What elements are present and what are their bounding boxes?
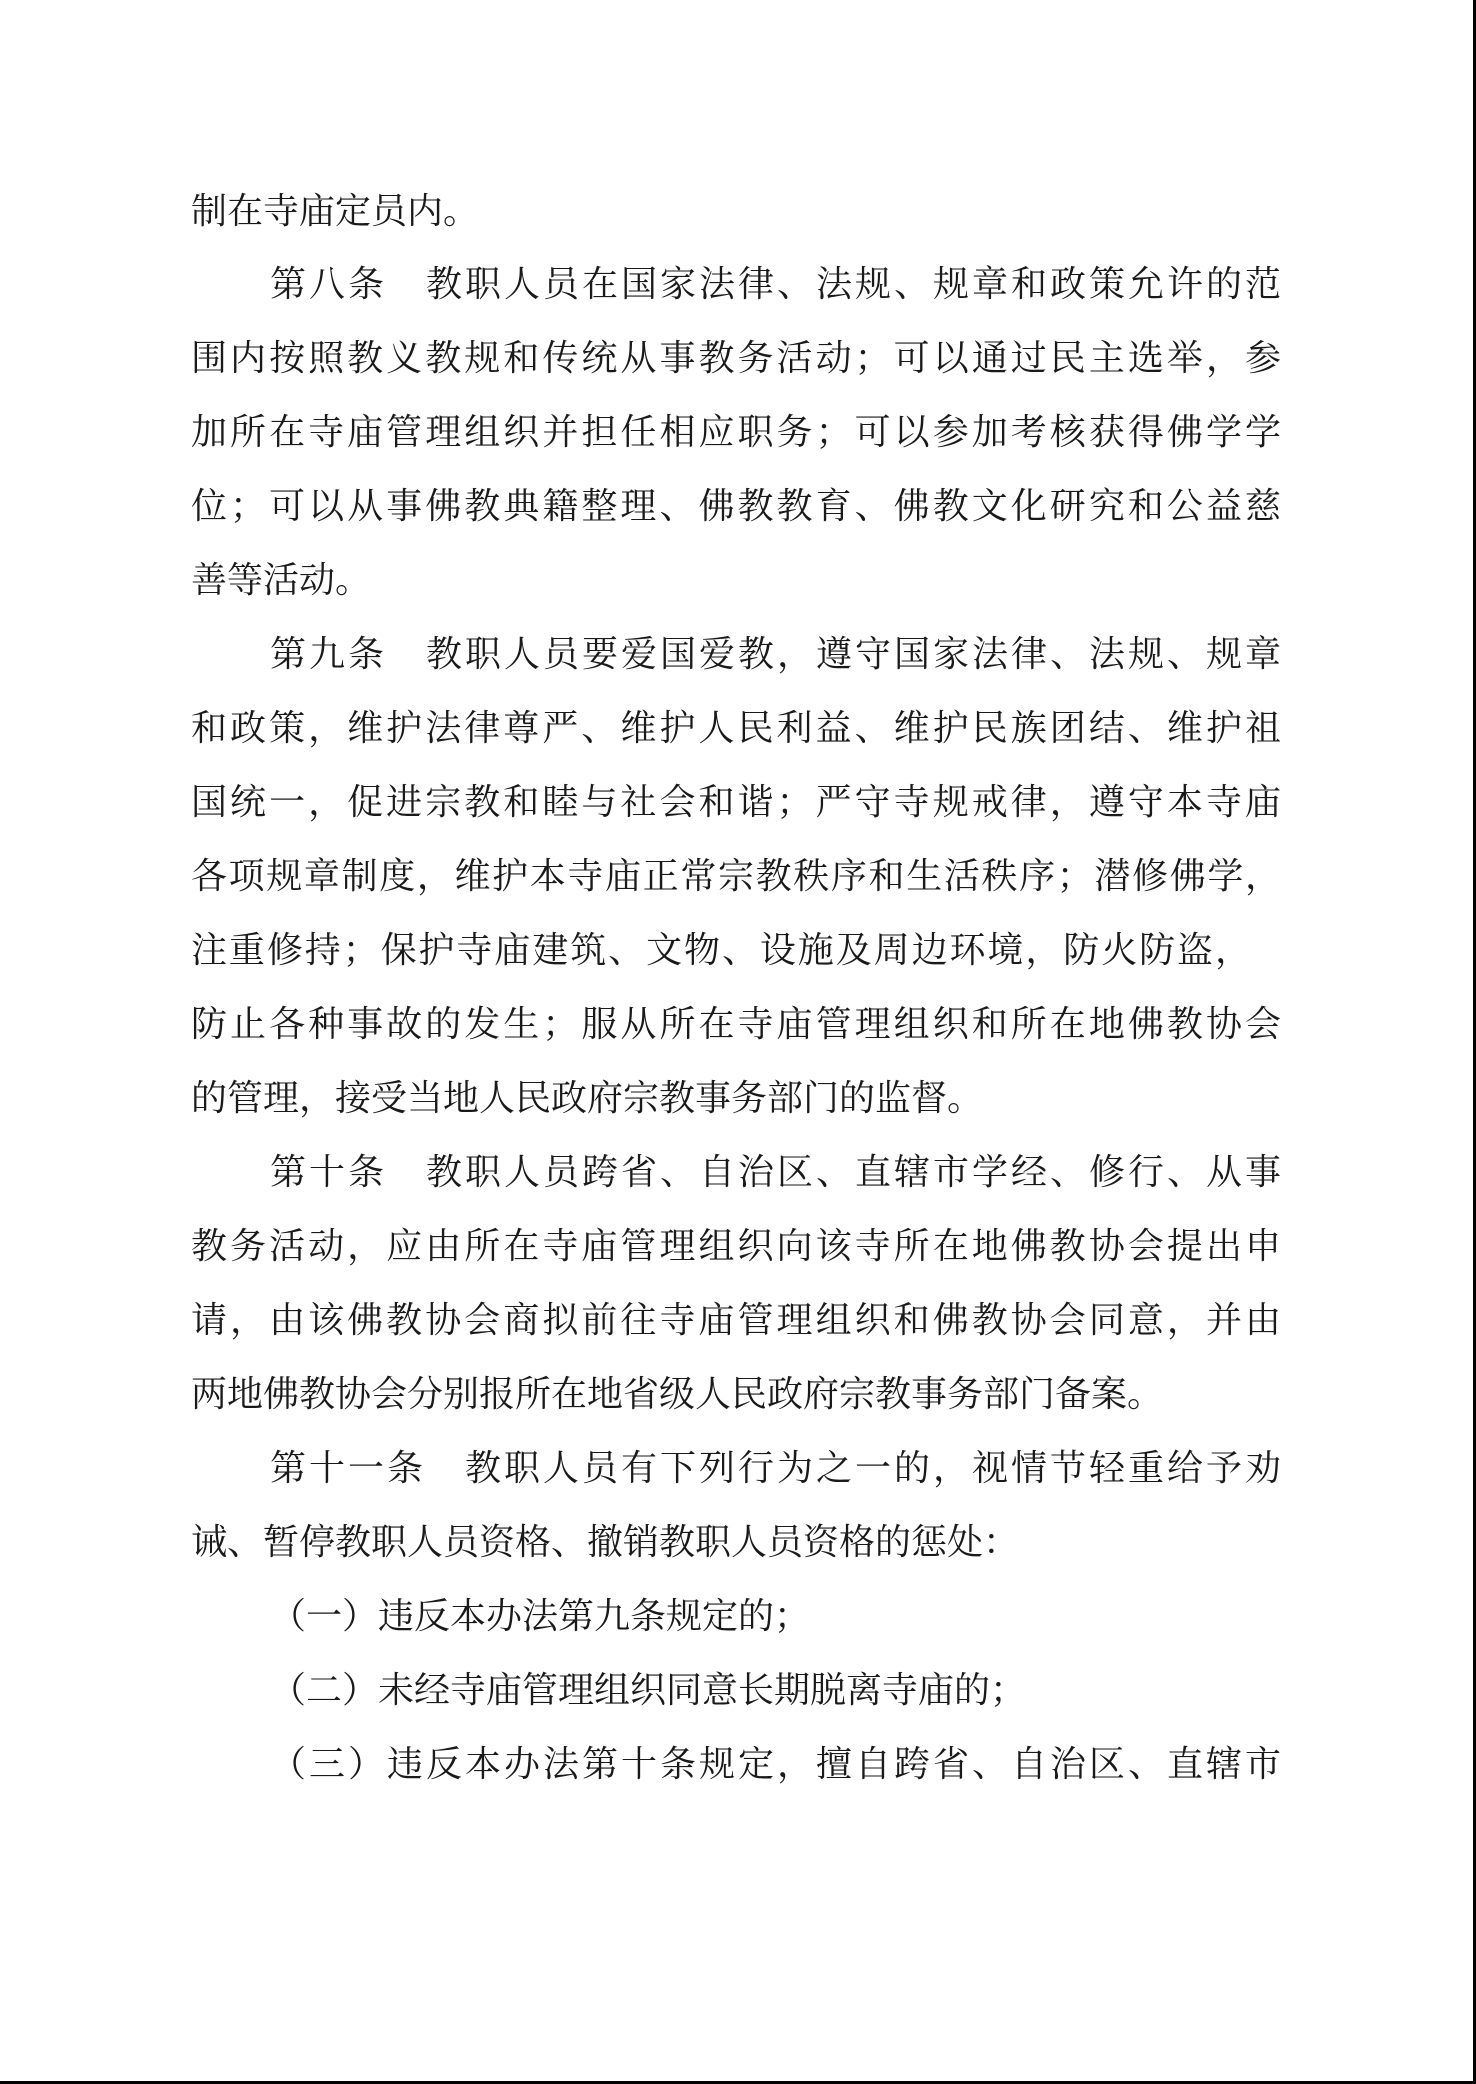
body-line: 注重修持；保护寺庙建筑、文物、设施及周边环境，防火防盗， [191, 930, 1251, 971]
body-line: 善等活动。 [191, 560, 372, 601]
body-line: 请，由该佛教协会商拟前往寺庙管理组织和佛教协会同意，并由 [191, 1300, 1281, 1341]
article-9-heading-line: 第九条 教职人员要爱国爱教，遵守国家法律、法规、规章 [270, 634, 1281, 675]
body-line: 的管理，接受当地人民政府宗教事务部门的监督。 [191, 1078, 984, 1119]
body-line: 防止各种事故的发生；服从所在寺庙管理组织和所在地佛教协会 [191, 1004, 1281, 1045]
article-10-heading-line: 第十条 教职人员跨省、自治区、直辖市学经、修行、从事 [270, 1152, 1281, 1193]
body-line: 制在寺庙定员内。 [191, 191, 480, 232]
body-line: 各项规章制度，维护本寺庙正常宗教秩序和生活秩序；潜修佛学， [191, 856, 1281, 897]
body-line: 教务活动，应由所在寺庙管理组织向该寺所在地佛教协会提出申 [191, 1226, 1281, 1267]
body-line: 围内按照教义教规和传统从事教务活动；可以通过民主选举，参 [191, 338, 1281, 379]
body-line: 和政策，维护法律尊严、维护人民利益、维护民族团结、维护祖 [191, 708, 1281, 749]
article-8-heading-line: 第八条 教职人员在国家法律、法规、规章和政策允许的范 [270, 264, 1281, 305]
body-line: 诫、暂停教职人员资格、撤销教职人员资格的惩处： [191, 1522, 1020, 1563]
body-line: 两地佛教协会分别报所在地省级人民政府宗教事务部门备案。 [191, 1374, 1164, 1415]
list-item-1: （一）违反本办法第九条规定的； [270, 1596, 811, 1637]
article-11-heading-line: 第十一条 教职人员有下列行为之一的，视情节轻重给予劝 [270, 1448, 1281, 1489]
body-line: 加所在寺庙管理组织并担任相应职务；可以参加考核获得佛学学 [191, 412, 1281, 453]
body-line: 国统一，促进宗教和睦与社会和谐；严守寺规戒律，遵守本寺庙 [191, 782, 1281, 823]
list-item-3: （三）违反本办法第十条规定，擅自跨省、自治区、直辖市 [270, 1744, 1281, 1785]
body-line: 位；可以从事佛教典籍整理、佛教教育、佛教文化研究和公益慈 [191, 486, 1281, 527]
list-item-2: （二）未经寺庙管理组织同意长期脱离寺庙的； [270, 1670, 1027, 1711]
